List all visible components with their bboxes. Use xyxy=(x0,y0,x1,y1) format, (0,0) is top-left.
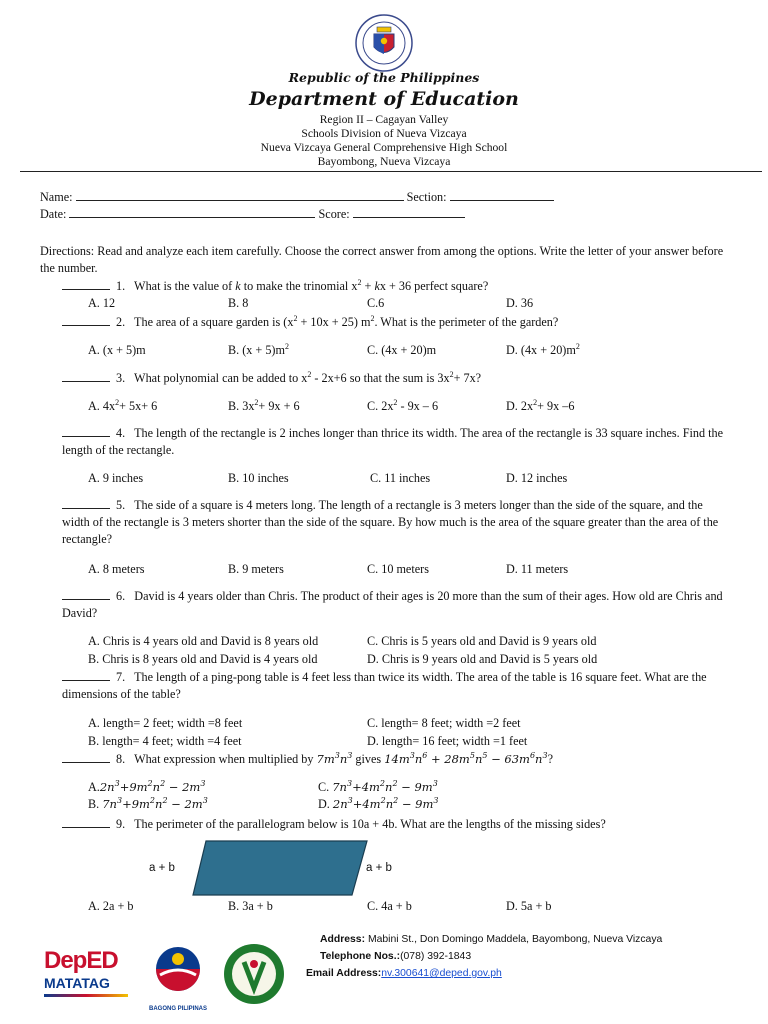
option[interactable]: C. Chris is 5 years old and David is 9 years old xyxy=(367,634,597,648)
email-link[interactable]: nv.300641@deped.gov.ph xyxy=(381,968,502,979)
option[interactable]: B. $3x^2+ 9x + 6$ xyxy=(228,397,300,413)
question-number: 5. xyxy=(116,498,126,512)
deped-matatag-logo xyxy=(44,948,132,1010)
option[interactable]: B. Chris is 8 years old and David is 4 years old xyxy=(88,652,318,666)
option-text: B. (x + 5)m xyxy=(228,343,285,357)
option[interactable]: D. 36 xyxy=(506,296,534,310)
question-number: 9. xyxy=(116,817,126,831)
option[interactable]: D. 12 inches xyxy=(506,471,568,485)
option-text: A. 4x xyxy=(88,399,116,413)
answer-blank[interactable] xyxy=(62,816,110,828)
option[interactable]: B. $7n^3+9m^2n^2 - 2m^3$ xyxy=(88,796,208,811)
question-text: The perimeter of the parallelogram below is 10a + 4b. What are the lengths of the missing sides? xyxy=(134,817,606,831)
question-text: David is 4 years older than Chris. The product of their ages is 20 more than the sum of their ages. How old are Chris and David? xyxy=(62,589,723,620)
option-text: D. 2x xyxy=(506,399,534,413)
option[interactable]: C. 11 inches xyxy=(370,471,431,485)
question-1: 1. What is the value of k to make the trinomial $x^2$ + kx + 36 perfect square? xyxy=(62,278,732,295)
bagong-pilipinas-text: BAGONG PILIPINAS xyxy=(148,1006,207,1012)
score-label: Score: xyxy=(318,207,350,221)
department-heading: Department of Education xyxy=(249,88,519,110)
footer-phone xyxy=(320,948,471,965)
school-seal-icon xyxy=(222,942,286,1006)
option[interactable]: C. $7n^3+4m^2n^2 - 9m^3$ xyxy=(318,779,438,794)
answer-blank[interactable] xyxy=(62,370,110,382)
option[interactable]: D. $(4x + 20)m^2$ xyxy=(506,341,580,357)
side-label-right: a + b xyxy=(366,862,392,874)
option[interactable]: A. 12 xyxy=(88,296,116,310)
question-2: 2. The area of a square garden is $(x^2 + 10x + 25)$ $m^2$. What is the perimeter of the garden? xyxy=(62,314,732,331)
question-number: 7. xyxy=(116,670,126,684)
option[interactable]: C. 4a + b xyxy=(367,899,412,913)
option[interactable] xyxy=(367,342,436,359)
option[interactable]: $A.2n^3+9m^2n^2 - 2m^3$ xyxy=(88,779,206,794)
option[interactable]: B. length= 4 feet; width =4 feet xyxy=(88,734,242,748)
question-number: 8. xyxy=(116,752,126,766)
answer-blank[interactable] xyxy=(62,588,110,600)
parallelogram-figure xyxy=(192,840,368,896)
option[interactable]: D. $2x^2+ 9x$ –6 xyxy=(506,397,575,413)
option[interactable]: A. 9 inches xyxy=(88,471,144,485)
answer-blank[interactable] xyxy=(62,751,110,763)
section-label: Section: xyxy=(406,190,447,204)
date-blank[interactable] xyxy=(69,206,315,218)
option[interactable]: C. length= 8 feet; width =2 feet xyxy=(367,716,521,730)
phone-label: Telephone Nos.: xyxy=(320,951,401,962)
question-number: 1. xyxy=(116,279,126,293)
option[interactable] xyxy=(88,342,146,359)
matatag-wordmark: MATATAG xyxy=(44,975,110,991)
option-text: D. xyxy=(318,797,330,811)
name-label: Name: xyxy=(40,190,73,204)
side-label-left: a + b xyxy=(149,862,175,874)
republic-heading: Republic of the Philippines xyxy=(288,70,480,85)
question-text: The length of a ping-pong table is 4 feet less than twice its width. The area of the table is 16 square feet. What are the dimensions of the table? xyxy=(62,670,707,701)
question-number: 3. xyxy=(116,371,126,385)
option-text: C. (4x + 20)m xyxy=(367,343,437,357)
question-number: 6. xyxy=(116,589,126,603)
option[interactable]: C. $2x^2 - 9x - 6$ xyxy=(367,397,439,413)
option[interactable]: D. Chris is 9 years old and David is 5 years old xyxy=(367,652,598,666)
town-line: Bayombong, Nueva Vizcaya xyxy=(317,155,451,168)
option[interactable]: B. $(x + 5)m^2$ xyxy=(228,341,289,357)
question-7 xyxy=(62,669,732,703)
region-line: Region II – Cagayan Valley xyxy=(319,113,449,126)
name-blank[interactable] xyxy=(76,189,404,201)
option[interactable]: B. 8 xyxy=(228,296,249,310)
option[interactable]: B. 3a + b xyxy=(228,899,273,913)
option[interactable]: B. 10 inches xyxy=(228,471,289,485)
answer-blank[interactable] xyxy=(62,314,110,326)
option[interactable]: A. length= 2 feet; width =8 feet xyxy=(88,716,243,730)
question-text: The side of a square is 4 meters long. The length of a rectangle is 3 meters longer than the side of the square, and the width of the rectangle is 3 meters shorter than the side of the square. By how much is the area of the square greater than the area of the rectangle? xyxy=(62,498,719,546)
logo-stripe xyxy=(44,994,128,997)
question-text: What expression when multiplied by xyxy=(134,752,314,766)
question-number: 4. xyxy=(116,426,126,440)
option-text: B. xyxy=(88,797,100,811)
option[interactable]: A. $4x^2+ 5x+ 6$ xyxy=(88,397,158,413)
option[interactable]: A. 2a + b xyxy=(88,899,134,913)
option[interactable]: D. 11 meters xyxy=(506,562,569,576)
option-text: A. xyxy=(88,780,100,794)
option[interactable]: B. 9 meters xyxy=(228,562,284,576)
deped-seal-icon xyxy=(355,14,413,72)
option-text: A. (x + 5)m xyxy=(88,343,146,357)
phone-value: (078) 392-1843 xyxy=(400,951,472,962)
score-blank[interactable] xyxy=(353,206,465,218)
option[interactable]: A. 8 meters xyxy=(88,562,145,576)
question-4 xyxy=(62,425,732,459)
option-text: C. xyxy=(318,780,330,794)
date-row xyxy=(40,206,465,222)
footer-email xyxy=(306,965,502,982)
option[interactable]: A. Chris is 4 years old and David is 8 years old xyxy=(88,634,319,648)
question-8: 8. What expression when multiplied by $7m^3n^3$ gives $14m^3n^6 + 28m^5n^5 - 63m^6n^3$? xyxy=(62,751,732,768)
division-line: Schools Division of Nueva Vizcaya xyxy=(301,127,467,140)
directions: Directions: Read and analyze each item carefully. Choose the correct answer from among the options. Write the letter of your answer before the number. xyxy=(40,244,724,275)
question-text: The length of the rectangle is 2 inches longer than thrice its width. The area of the rectangle is 33 square inches. Find the length of the rectangle. xyxy=(62,426,724,457)
question-6 xyxy=(62,588,732,622)
question-5 xyxy=(62,497,732,548)
option-text: D. (4x + 20)m xyxy=(506,343,576,357)
answer-blank[interactable] xyxy=(62,425,110,437)
option-text: C. 2x xyxy=(367,399,394,413)
answer-blank[interactable] xyxy=(62,669,110,681)
email-label: Email Address: xyxy=(306,968,382,979)
address-value: Mabini St., Don Domingo Maddela, Bayombong, Nueva Vizcaya xyxy=(367,934,663,945)
school-line: Nueva Vizcaya General Comprehensive High School xyxy=(260,141,508,154)
address-label: Address: xyxy=(320,934,366,945)
option[interactable]: D. $2n^3+4m^2n^2 - 9m^3$ xyxy=(318,796,439,811)
question-3: 3. What polynomial can be added to $x^2 - 2x+6$ so that the sum is $3x^2+ 7x$? xyxy=(62,370,732,387)
question-number: 2. xyxy=(116,315,126,329)
question-9 xyxy=(62,816,732,833)
name-row xyxy=(40,189,554,205)
footer-address xyxy=(320,931,662,948)
answer-blank[interactable] xyxy=(62,278,110,290)
answer-blank[interactable] xyxy=(62,497,110,509)
bagong-pilipinas-logo-icon xyxy=(146,943,210,1007)
date-label: Date: xyxy=(40,207,67,221)
option[interactable]: D. length= 16 feet; width =1 feet xyxy=(367,734,528,748)
option-text: B. 3x xyxy=(228,399,255,413)
header-divider xyxy=(20,171,762,172)
deped-wordmark: DepED xyxy=(44,947,118,974)
option[interactable]: C. 10 meters xyxy=(367,562,429,576)
section-blank[interactable] xyxy=(450,189,554,201)
option[interactable]: D. 5a + b xyxy=(506,899,552,913)
option[interactable]: C.6 xyxy=(367,296,385,310)
